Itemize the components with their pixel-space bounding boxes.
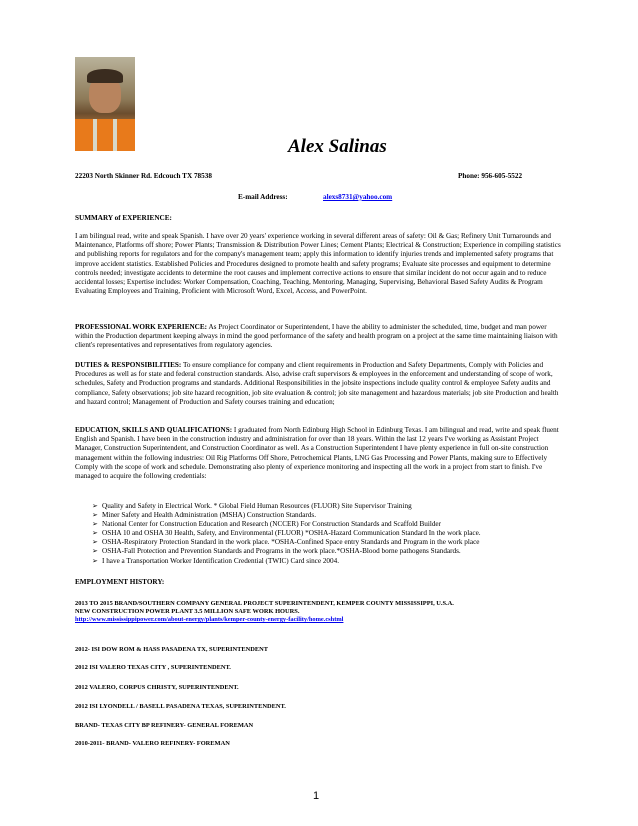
- resume-name: Alex Salinas: [288, 136, 387, 157]
- employment-entry-subtitle: NEW CONSTRUCTION POWER PLANT 3.5 MILLION SAFE WORK HOURS.: [75, 608, 300, 615]
- employment-entry: BRAND- TEXAS CITY BP REFINERY- GENERAL FOREMAN: [75, 722, 254, 729]
- duties-heading: DUTIES & RESPONSIBILITIES:: [75, 361, 182, 369]
- list-item: ➢ OSHA-Respiratory Protection Standard in the work place. *OSHA-Confined Space entry Standards and Program in the work place: [92, 538, 480, 547]
- arrow-bullet-icon: ➢: [92, 529, 99, 538]
- list-item: ➢ National Center for Construction Education and Research (NCCER) For Construction Standards and Scaffold Builder: [92, 520, 442, 529]
- photo-vest: [75, 119, 135, 151]
- list-item: ➢ I have a Transportation Worker Identification Credential (TWIC) Card since 2004.: [92, 556, 340, 565]
- list-item: ➢ Quality and Safety in Electrical Work. * Global Field Human Resources (FLUOR) Site Supervisor Training: [92, 502, 412, 510]
- summary-heading: SUMMARY of EXPERIENCE:: [75, 214, 172, 222]
- employment-heading: EMPLOYMENT HISTORY:: [75, 578, 165, 586]
- duties-section: [75, 361, 565, 407]
- employment-entry-link[interactable]: http://www.mississippipower.com/about-energy/plants/kemper-county-energy-facility/home.cshtml: [75, 616, 344, 623]
- education-heading: EDUCATION, SKILLS AND QUALIFICATIONS:: [75, 426, 233, 434]
- photo-cap: [87, 69, 123, 83]
- phone: Phone: 956-605-5522: [458, 172, 523, 180]
- education-section: [75, 426, 565, 481]
- employment-entry: 2010-2011- BRAND- VALERO REFINERY- FOREMAN: [75, 740, 230, 747]
- arrow-bullet-icon: ➢: [92, 538, 99, 547]
- photo-vest-stripe: [93, 119, 97, 151]
- photo-vest-stripe: [113, 119, 117, 151]
- employment-entry: 2012 ISI LYONDELL / BASELL PASADENA TEXAS, SUPERINTENDENT.: [75, 703, 286, 710]
- arrow-bullet-icon: ➢: [92, 520, 99, 529]
- profile-photo: [75, 57, 135, 151]
- credentials-list: [92, 502, 562, 566]
- email-label: E-mail Address:: [238, 193, 288, 201]
- summary-text: I am bilingual read, write and speak Spanish. I have over 20 years' experience working in several different areas of safety: Oil & Gas; Refinery Unit Turnarounds and Maintenance, Platforms off shore; Power Plants; Transmission & Distribution Power Lines; Cement Plants; Electrical & Construction; Experience in compiling statistics and publishing reports for regulators and for the company's management team; apply this information to identify injuries trends and implemented safety programs that improve accident statistics. Established Policies and Procedures designed to promote health and safety programs; Evaluate site processes and equipment to determine controls needed; investigate accidents to determine the root causes and implement corrective actions to ensure that similar incident do not occur again and to reduce accidental losses; Expertise includes: Worker Compensation, Coaching, Teaching, Mentoring, Managing, Supervising, Behavioral Based Safety Audits & Program Evaluating Employees and Training, Proficient with Microsoft Word, Excel, Access, and PowerPoint.: [75, 232, 561, 296]
- employment-entry: 2012- ISI DOW ROM & HASS PASADENA TX, SUPERINTENDENT: [75, 646, 268, 653]
- address: 22203 North Skinner Rd. Edcouch TX 78538: [75, 172, 212, 180]
- arrow-bullet-icon: ➢: [92, 502, 99, 510]
- employment-entry-title: 2013 TO 2015 BRAND/SOUTHERN COMPANY GENERAL PROJECT SUPERINTENDENT, KEMPER COUNTY MISSISSIPPI, U.S.A.: [75, 600, 454, 607]
- arrow-bullet-icon: ➢: [92, 556, 99, 565]
- employment-entry: 2012 VALERO, CORPUS CHRISTY, SUPERINTENDENT.: [75, 684, 239, 691]
- professional-text: As Project Coordinator or Superintendent, I have the ability to administer the scheduled, time, budget and man power within the Production department keeping always in mind the good performance of the safety and health program on a project at the same time maintaining liaison with client's representatives and representatives from regulatory agencies.: [75, 323, 558, 350]
- employment-entry: 2012 ISI VALERO TEXAS CITY , SUPERINTENDENT.: [75, 664, 231, 671]
- professional-section: [75, 323, 565, 351]
- arrow-bullet-icon: ➢: [92, 547, 99, 556]
- professional-heading: PROFESSIONAL WORK EXPERIENCE:: [75, 323, 208, 331]
- list-item: ➢ Miner Safety and Health Administration (MSHA) Construction Standards.: [92, 511, 316, 520]
- duties-text: To ensure compliance for company and client requirements in Production and Safety Departments, Comply with Policies and Procedures as well as for state and federal construction standards. Also, advise craft supervisors & employees in the enforcement and understanding of scope of work, schedules, Safety and Production programs and standards. Additional Responsibilities in the jobsite inspections include quality control & employee Safety audits and compliance, Safety observations; job site hazard recognition, job site evaluation & control; job site management and hazardous materials; job site Production and health and hazard control; Management of Production and Safety courses training and education;: [75, 361, 559, 406]
- email-link[interactable]: alexs8731@yahoo.com: [323, 193, 393, 201]
- list-item: ➢ OSHA-Fall Protection and Prevention Standards and Programs in the work place.*OSHA-Blood borne pathogens Standards.: [92, 547, 461, 556]
- list-item: ➢ OSHA 10 and OSHA 30 Health, Safety, and Environmental (FLUOR) *OSHA-Hazard Communication Standard In the work place.: [92, 529, 481, 538]
- arrow-bullet-icon: ➢: [92, 511, 99, 520]
- education-text: I graduated from North Edinburg High School in Edinburg Texas. I am bilingual and read, write and speak fluent English and Spanish. I have been in the construction industry and administration for over than 18 years. Within the last 12 years I've working as Assistant Project Manager, Construction Superintendent, and Construction Coordinator as well. As a Construction Superintendent I have plenty experience in full on-site construction management within the following industries: Oil Rig Platforms Off Shore, Petrochemical Plants, LNG Gas Processing and Power Plants, making sure to Effectively Comply with the scope of work and schedule. Demonstrating also plenty of experience monitoring and inspecting all the work in a project from start to finish. I've managed to acquire the following credentials:: [75, 426, 559, 481]
- page-number: 1: [313, 790, 320, 802]
